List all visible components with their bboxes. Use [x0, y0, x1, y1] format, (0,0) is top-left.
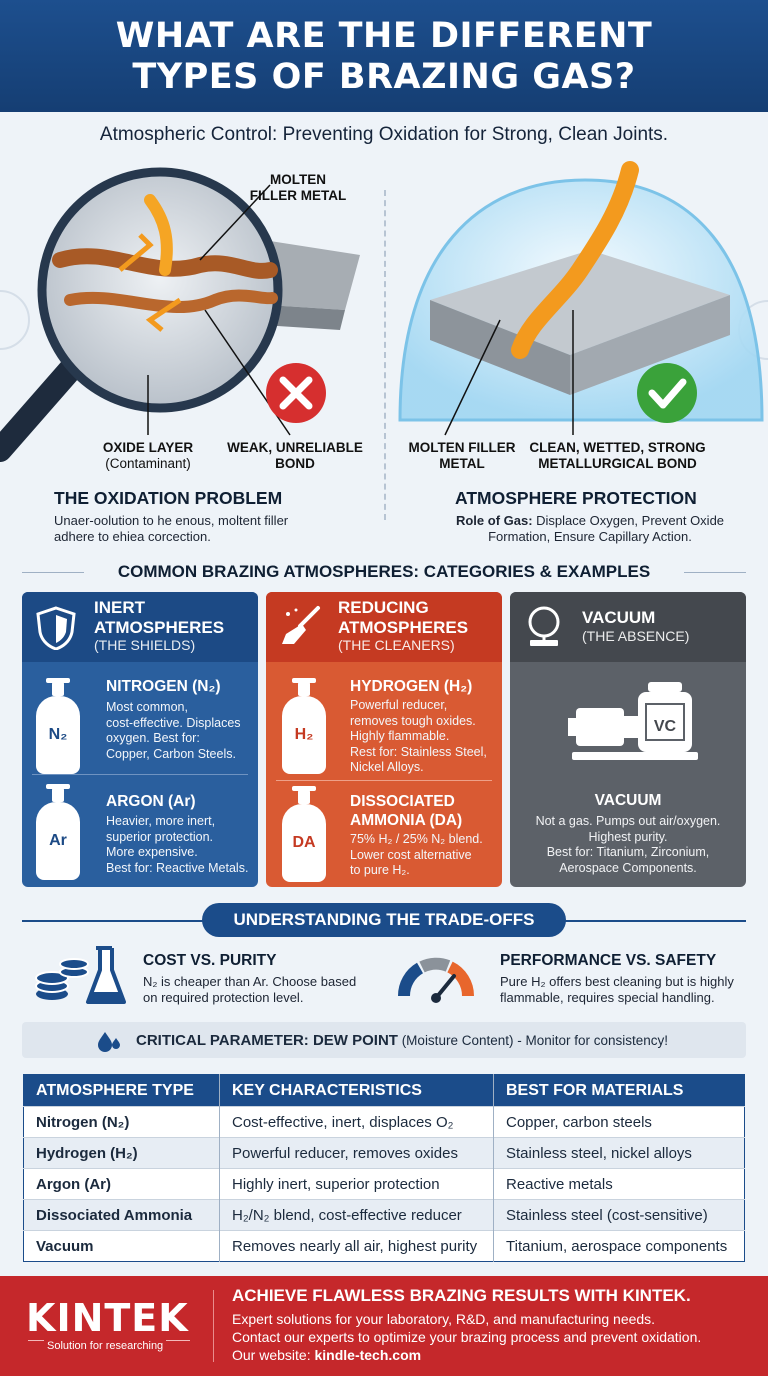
title-line-2: TYPES OF BRAZING GAS?	[132, 57, 636, 97]
title-line-1: WHAT ARE THE DIFFERENT	[115, 16, 653, 56]
magnifier-handle	[0, 370, 70, 450]
gas-desc: Not a gas. Pumps out air/oxygen. Highest purity. Best for: Titanium, Zirconium, Aerospace Components.	[535, 814, 721, 875]
gas-desc: 75% H₂ / 25% N₂ blend. Lower cost alternative to pure H₂.	[350, 832, 483, 877]
page-subtitle: Atmospheric Control: Preventing Oxidation for Strong, Clean Joints.	[99, 124, 669, 145]
label-oxide-layer: OXIDE LAYER (Contaminant)	[102, 440, 194, 471]
performance-safety-desc: Pure H₂ offers best cleaning but is highly flammable, requires special handling.	[500, 974, 734, 1005]
label-molten-filler-protection: MOLTEN FILLER METAL	[408, 440, 516, 471]
gas-cylinder-icon: DA	[282, 804, 326, 882]
footer	[0, 1276, 768, 1376]
label-clean-bond: CLEAN, WETTED, STRONG METALLURGICAL BOND	[529, 440, 706, 471]
gas-cylinder-icon: N₂	[36, 696, 80, 774]
kintek-logo: KINTEK	[26, 1296, 189, 1340]
reducing-column: REDUCING ATMOSPHERES (THE CLEANERS) H₂ HYDROGEN (H₂) Powerful reducer, removes tough oxides. Highly flammable. Rest for: Stainless Steel, Nickel Alloys. DA DISSOCIATED AMMONIA (DA) 75% H₂ / 25% N₂ blend. Lower cost alternative to pure H₂.	[266, 592, 502, 887]
protection-illustration	[390, 150, 768, 450]
water-drop-icon	[96, 1030, 122, 1052]
protection-title: ATMOSPHERE PROTECTION	[455, 488, 697, 508]
table-row: Hydrogen (H₂) Powerful reducer, removes oxides Stainless steel, nickel alloys	[24, 1138, 745, 1169]
inert-column: INERT ATMOSPHERES (THE SHIELDS) N₂ NITROGEN (N₂) Most common, cost-effective. Displaces oxygen. Best for: Copper, Carbon Steels. Ar ARGON (Ar) Heavier, more inert, superior protection. More expensive. Best for: Reactive Metals.	[22, 592, 258, 887]
vacuum-column	[510, 592, 746, 887]
cost-purity-desc: N₂ is cheaper than Ar. Choose based on required protection level.	[143, 974, 357, 1005]
table-row: Dissociated Ammonia H₂/N₂ blend, cost-effective reducer Stainless steel (cost-sensitive)	[24, 1200, 745, 1231]
footer-text: Expert solutions for your laboratory, R&D, and manufacturing needs. Contact our experts to optimize your brazing process and prevent oxidation. Our website: kindle-tech.com	[232, 1311, 702, 1363]
dew-point-note: (Moisture Content) - Monitor for consistency!	[397, 1033, 669, 1048]
table-header: ATMOSPHERE TYPE	[24, 1075, 220, 1107]
problem-desc: Unaer-oolution to he enous, moltent filler adhere to ehiea corcection.	[54, 513, 289, 544]
gas-desc: Most common, cost-effective. Displaces oxygen. Best for: Copper, Carbon Steels.	[106, 700, 241, 761]
performance-safety-title: PERFORMANCE VS. SAFETY	[500, 952, 717, 969]
check-icon	[637, 363, 697, 423]
coins-flask-icon	[34, 944, 134, 1010]
categories-heading: COMMON BRAZING ATMOSPHERES: CATEGORIES & EXAMPLES	[84, 562, 684, 582]
vacuum-pump-icon	[568, 678, 708, 768]
header-banner	[0, 0, 768, 112]
table-row: Argon (Ar) Highly inert, superior protection Reactive metals	[24, 1169, 745, 1200]
table-row: Vacuum Removes nearly all air, highest purity Titanium, aerospace components	[24, 1231, 745, 1262]
vacuum-chamber-icon	[524, 604, 564, 650]
label-molten-filler-problem: MOLTEN FILLER METAL	[249, 172, 347, 203]
logo-tagline: Solution for researching	[44, 1340, 166, 1352]
page-title	[0, 16, 768, 98]
vacuum-header: VACUUM (THE ABSENCE)	[510, 592, 746, 662]
table-header-row	[24, 1075, 745, 1107]
protection-desc: Role of Gas: Displace Oxygen, Prevent Oxide Formation, Ensure Capillary Action.	[455, 513, 725, 544]
divider	[384, 190, 386, 520]
cost-purity-title: COST VS. PURITY	[143, 952, 277, 969]
table-row: Nitrogen (N₂) Cost-effective, inert, displaces O₂ Copper, carbon steels	[24, 1107, 745, 1138]
tradeoffs-heading: UNDERSTANDING THE TRADE-OFFS	[202, 903, 566, 937]
table-header: KEY CHARACTERISTICS	[220, 1075, 494, 1107]
gas-cylinder-icon: Ar	[36, 802, 80, 880]
inert-header: INERT ATMOSPHERES (THE SHIELDS)	[22, 592, 258, 662]
shield-icon	[36, 606, 76, 650]
dew-point-banner	[22, 1022, 746, 1058]
gas-desc: Powerful reducer, removes tough oxides. Highly flammable. Rest for: Stainless Steel, Nickel Alloys.	[350, 698, 487, 774]
pump-label: VC	[653, 718, 677, 735]
label-weak-bond: WEAK, UNRELIABLE BOND	[227, 440, 363, 471]
vacuum-name: VACUUM	[594, 792, 662, 809]
comparison-table	[23, 1074, 745, 1262]
dew-point-label: CRITICAL PARAMETER: DEW POINT	[136, 1032, 398, 1049]
problem-title: THE OXIDATION PROBLEM	[54, 488, 283, 508]
gas-cylinder-icon: H₂	[282, 696, 326, 774]
footer-cta: ACHIEVE FLAWLESS BRAZING RESULTS WITH KINTEK.	[232, 1286, 691, 1305]
website-link[interactable]: kindle-tech.com	[314, 1347, 422, 1363]
gauge-icon	[396, 948, 476, 1004]
reducing-header: REDUCING ATMOSPHERES (THE CLEANERS)	[266, 592, 502, 662]
gas-desc: Heavier, more inert, superior protection. More expensive. Best for: Reactive Metals.	[106, 814, 249, 875]
table-header: BEST FOR MATERIALS	[494, 1075, 745, 1107]
brush-icon	[278, 604, 324, 650]
